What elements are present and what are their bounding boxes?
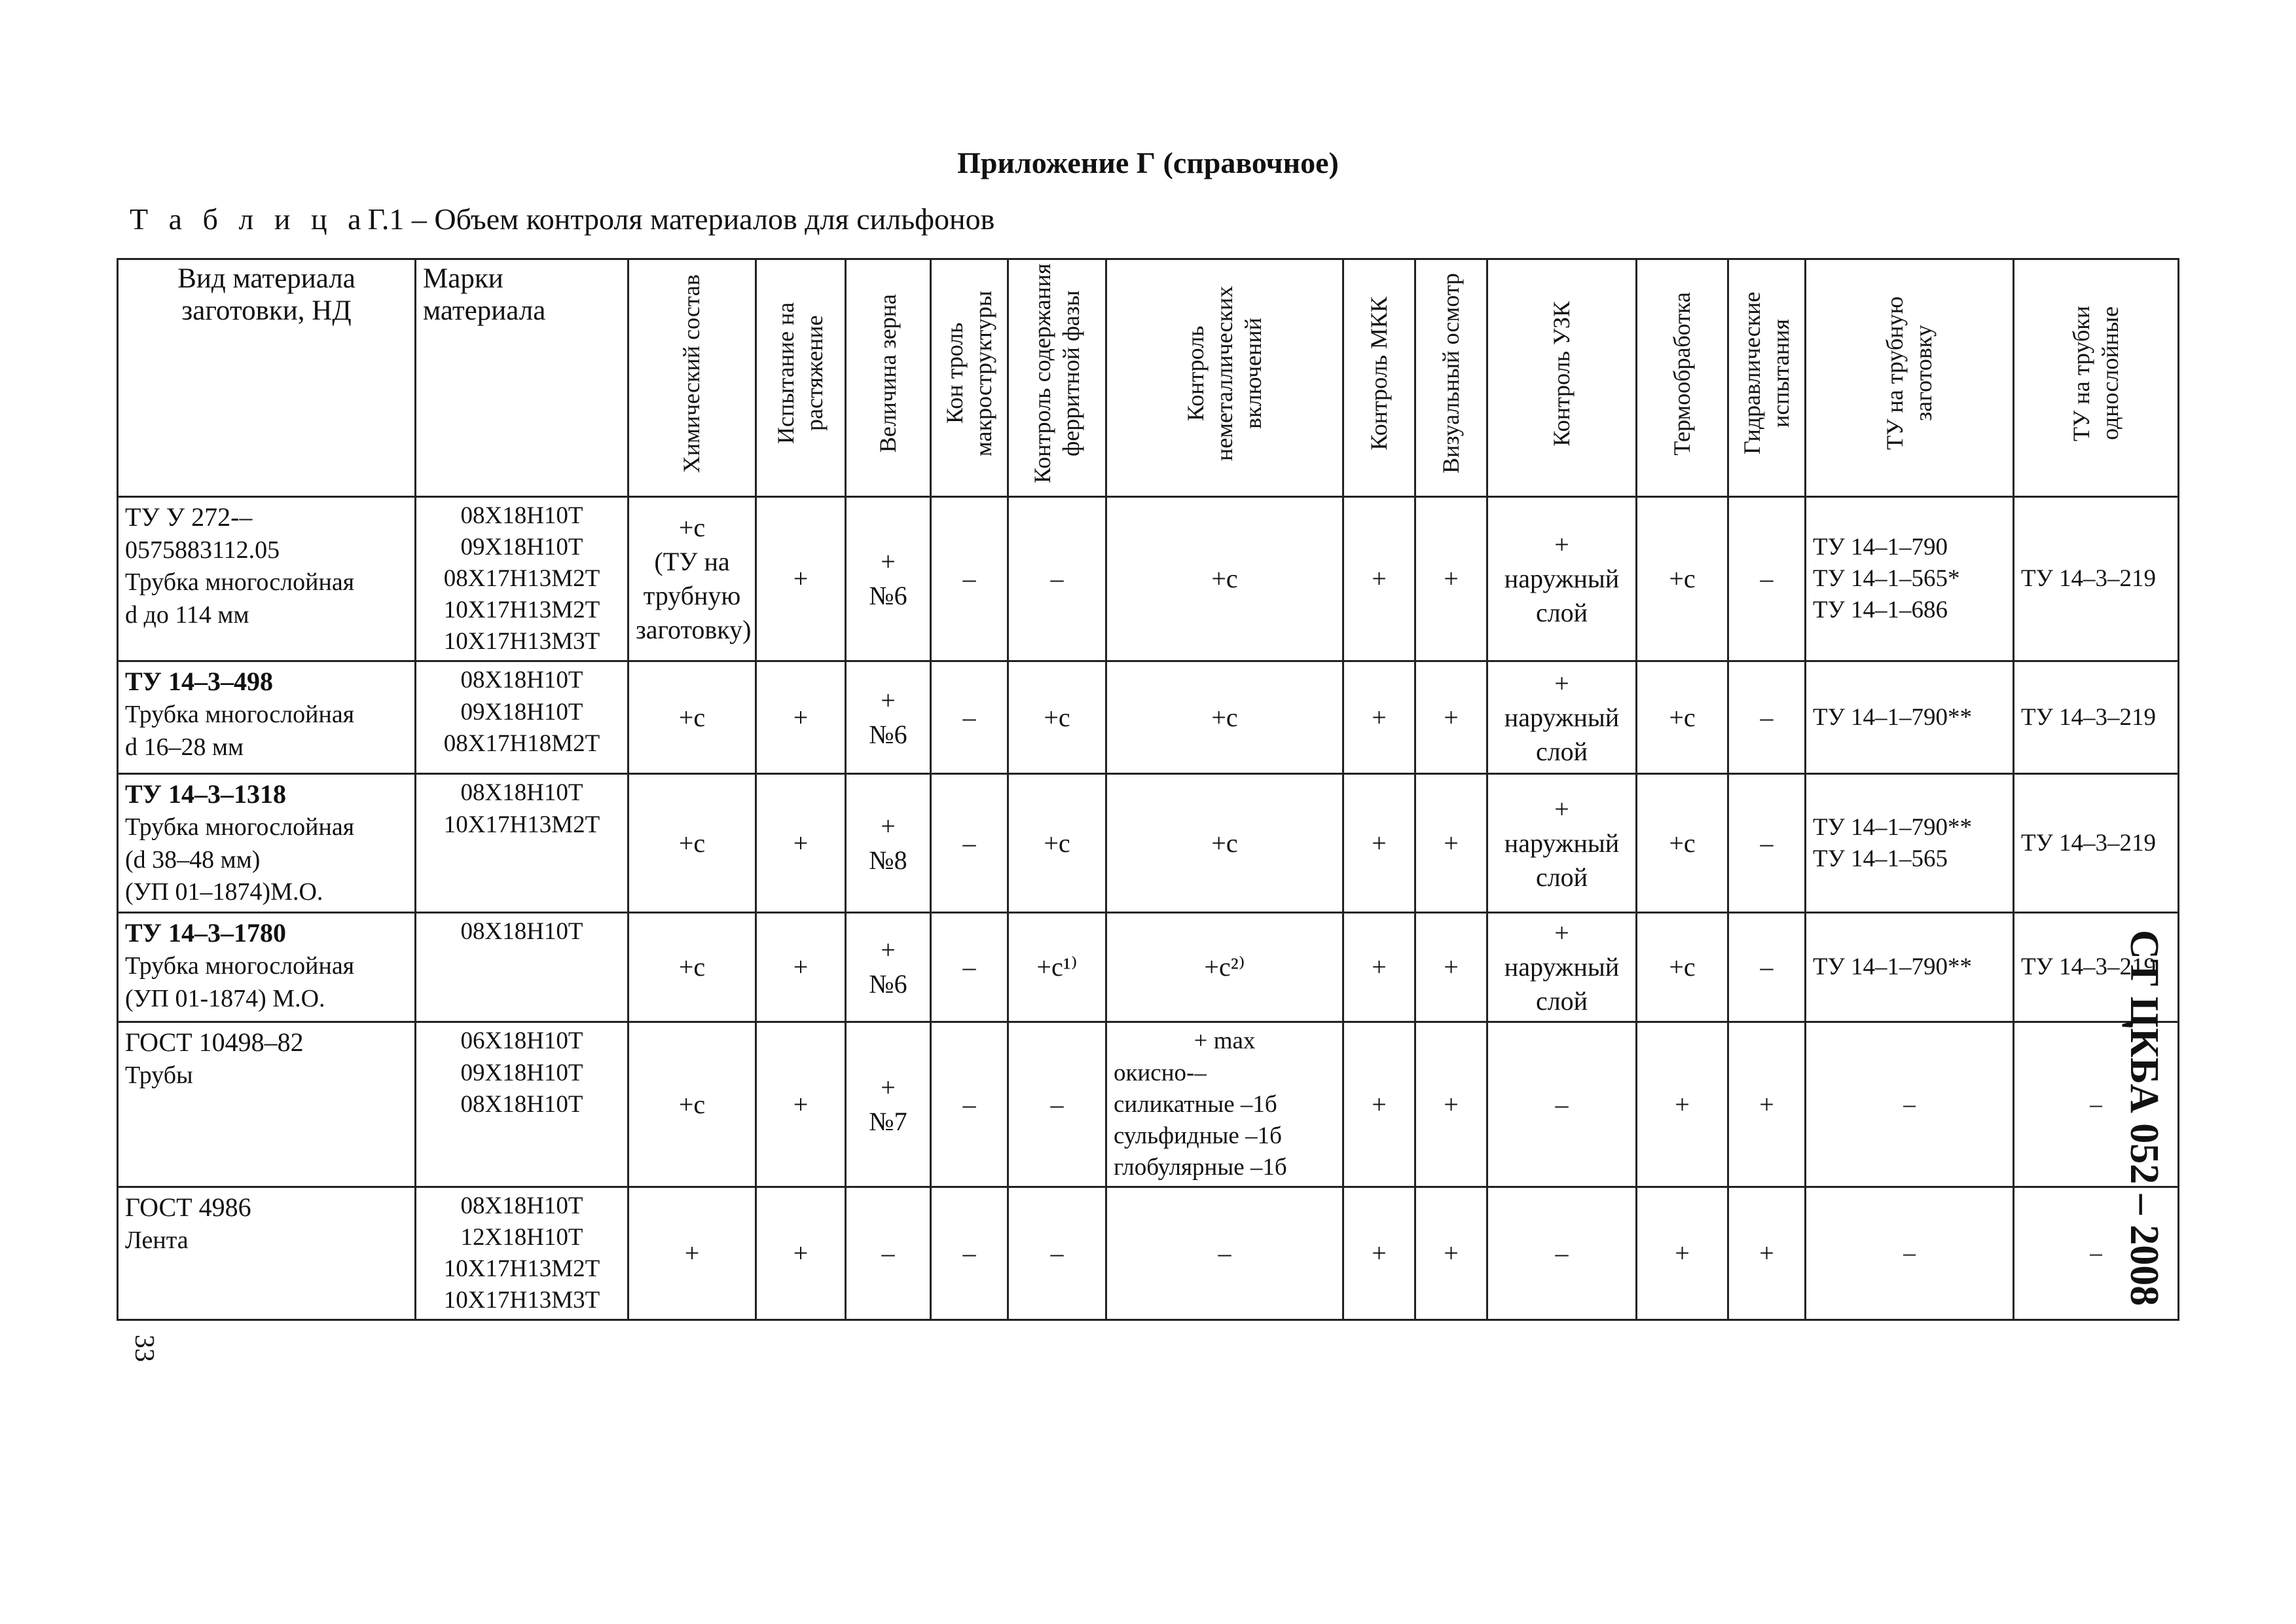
- header-grades: Марки материала: [416, 259, 629, 497]
- grade-item: 08Х18Н10Т: [460, 918, 583, 946]
- material-cell: [118, 913, 416, 1022]
- grain-cell: [846, 1022, 931, 1187]
- header-tu-single-layer-text: ТУ на трубки однослойные: [2068, 305, 2123, 441]
- table-row: [118, 774, 2179, 913]
- table-caption-word: Т а б л и ц а: [130, 202, 368, 236]
- chem-item: +: [684, 1238, 700, 1268]
- grain-item: +: [881, 685, 896, 715]
- uzk-item: +: [1554, 918, 1569, 948]
- tensile-cell: +: [756, 1022, 846, 1187]
- tu-item: ТУ 14–1–790: [1813, 534, 1948, 561]
- tensile-cell: +: [756, 1187, 846, 1320]
- header-visual-text: Визуальный осмотр: [1437, 273, 1464, 474]
- grades-cell: [416, 913, 629, 1022]
- material-desc: (d 38–48 мм): [125, 845, 261, 874]
- grade-item: 08Х18Н10Т: [460, 502, 583, 529]
- tu-item: ТУ 14–1–565: [1813, 845, 1948, 872]
- uzk-cell: [1487, 497, 1637, 661]
- material-desc: (УП 01-1874) М.О.: [125, 984, 325, 1012]
- hydro-cell: +: [1728, 1187, 1806, 1320]
- nonmetal-cell: [1106, 1022, 1343, 1187]
- chem-item: +с: [678, 702, 706, 732]
- uzk-item: –: [1555, 1089, 1569, 1119]
- nonmetal-item: силикатные –1б: [1114, 1090, 1277, 1118]
- ferrite-cell: +с: [1008, 774, 1106, 913]
- header-uzk-text: Контроль УЗК: [1548, 301, 1575, 447]
- header-tu-single-layer: [2014, 259, 2179, 497]
- grain-item: №8: [869, 845, 907, 875]
- material-desc: d 16–28 мм: [125, 733, 244, 761]
- appendix-title: Приложение Г (справочное): [957, 146, 1339, 179]
- uzk-item: наружный: [1504, 952, 1620, 982]
- visual-cell: +: [1415, 661, 1487, 774]
- chem-item: +с: [678, 952, 706, 982]
- material-desc: Трубка многослойная: [125, 952, 355, 980]
- heat-treatment-cell: +с: [1637, 497, 1728, 661]
- chem-item: (ТУ на: [654, 547, 730, 577]
- table-row: [118, 1187, 2179, 1320]
- macro-cell: –: [931, 1187, 1008, 1320]
- chem-cell: [629, 661, 756, 774]
- material-nd: ТУ 14–3–498: [125, 667, 274, 697]
- grade-item: 10Х17Н13М2Т: [443, 1255, 600, 1283]
- uzk-item: +: [1554, 794, 1569, 824]
- grain-item: №6: [869, 969, 907, 999]
- material-desc: Лента: [125, 1226, 189, 1254]
- header-nonmetallic-inclusions: [1106, 259, 1343, 497]
- nonmetal-cell: [1106, 497, 1343, 661]
- header-uzk: [1487, 259, 1637, 497]
- chem-item: заготовку): [636, 615, 752, 645]
- grade-item: 08Х18Н10Т: [460, 667, 583, 694]
- material-desc: Трубка многослойная: [125, 568, 355, 597]
- chem-item: +с: [678, 828, 706, 858]
- grade-item: 10Х17Н13М3Т: [443, 628, 600, 655]
- table-caption-text: Г.1 – Объем контроля материалов для сильфонов: [367, 202, 995, 236]
- material-desc: (УП 01–1874)М.О.: [125, 878, 323, 906]
- grain-item: №7: [869, 1106, 907, 1136]
- header-hydraulic-test: [1728, 259, 1806, 497]
- control-scope-table: [117, 258, 2179, 1321]
- grade-item: 08Х18Н10Т: [460, 1090, 583, 1118]
- header-heat-treatment-text: Термообработка: [1668, 291, 1695, 456]
- mkk-cell: +: [1343, 774, 1415, 913]
- tensile-cell: +: [756, 497, 846, 661]
- tu-single-cell: [2014, 774, 2179, 913]
- nonmetal-item: глобулярные –1б: [1114, 1153, 1287, 1181]
- nonmetal-item: +с: [1211, 564, 1238, 594]
- grade-item: 10Х17Н13М2Т: [443, 811, 600, 838]
- nonmetal-item: + max: [1194, 1027, 1256, 1055]
- tensile-cell: +: [756, 774, 846, 913]
- header-tensile-test-text: Испытание на растяжение: [773, 303, 828, 445]
- grain-item: +: [881, 811, 896, 841]
- heat-treatment-cell: +: [1637, 1187, 1728, 1320]
- macro-cell: –: [931, 497, 1008, 661]
- grade-item: 08Х18Н10Т: [460, 1192, 583, 1219]
- tu-item: ТУ 14–1–686: [1813, 597, 1948, 624]
- grain-item: –: [881, 1238, 895, 1268]
- ferrite-cell: +с¹⁾: [1008, 913, 1106, 1022]
- hydro-cell: –: [1728, 774, 1806, 913]
- chem-cell: [629, 1187, 756, 1320]
- header-hydraulic-test-text: Гидравлические испытания: [1738, 292, 1794, 455]
- tu-single-cell: [2014, 497, 2179, 661]
- tu-item: ТУ 14–1–565*: [1813, 565, 1960, 593]
- visual-cell: +: [1415, 1187, 1487, 1320]
- uzk-item: слой: [1535, 598, 1588, 628]
- table-row: [118, 497, 2179, 661]
- uzk-cell: [1487, 661, 1637, 774]
- tu-item: ТУ 14–3–219: [2021, 953, 2157, 981]
- header-grain-size: [846, 259, 931, 497]
- nonmetal-cell: [1106, 661, 1343, 774]
- header-material-type: Вид материала заготовки, НД: [118, 259, 416, 497]
- header-tu-tube-blank: [1806, 259, 2014, 497]
- uzk-cell: [1487, 1022, 1637, 1187]
- tu-tube-blank-cell: [1806, 913, 2014, 1022]
- tensile-cell: +: [756, 913, 846, 1022]
- tu-tube-blank-cell: [1806, 1187, 2014, 1320]
- tu-tube-blank-cell: [1806, 1022, 2014, 1187]
- tu-single-cell: [2014, 661, 2179, 774]
- heat-treatment-cell: +с: [1637, 913, 1728, 1022]
- nonmetal-item: +с: [1211, 828, 1238, 858]
- material-nd: ТУ 14–3–1318: [125, 779, 287, 809]
- header-ferrite-phase-text: Контроль содержания ферритной фазы: [1029, 263, 1084, 484]
- header-tensile-test: [756, 259, 846, 497]
- grade-item: 08Х18Н10Т: [460, 779, 583, 807]
- heat-treatment-cell: +: [1637, 1022, 1728, 1187]
- grade-item: 06Х18Н10Т: [460, 1027, 583, 1055]
- header-chem-composition-text: Химический состав: [678, 274, 705, 473]
- grade-item: 08Х17Н13М2Т: [443, 565, 600, 593]
- uzk-cell: [1487, 913, 1637, 1022]
- uzk-item: слой: [1535, 736, 1588, 766]
- header-mkk: [1343, 259, 1415, 497]
- tu-item: –: [1903, 1090, 1916, 1118]
- grain-item: №6: [869, 719, 907, 749]
- tu-item: ТУ 14–3–219: [2021, 829, 2157, 857]
- uzk-cell: [1487, 1187, 1637, 1320]
- grade-item: 12Х18Н10Т: [460, 1224, 583, 1251]
- header-macrostructure-text: Кон троль макроструктуры: [941, 290, 996, 456]
- grain-item: +: [881, 935, 896, 965]
- tu-item: ТУ 14–3–219: [2021, 703, 2157, 731]
- material-cell: [118, 661, 416, 774]
- nonmetal-item: +с²⁾: [1204, 952, 1245, 982]
- chem-cell: [629, 774, 756, 913]
- tu-tube-blank-cell: [1806, 661, 2014, 774]
- macro-cell: –: [931, 774, 1008, 913]
- tu-item: ТУ 14–1–790**: [1813, 703, 1973, 731]
- hydro-cell: –: [1728, 913, 1806, 1022]
- grades-cell: [416, 1022, 629, 1187]
- material-nd: ГОСТ 10498–82: [125, 1027, 304, 1058]
- tu-item: –: [2090, 1240, 2102, 1267]
- grain-cell: [846, 1187, 931, 1320]
- nonmetal-cell: [1106, 774, 1343, 913]
- chem-item: +с: [678, 513, 706, 543]
- header-macrostructure: [931, 259, 1008, 497]
- material-cell: [118, 1022, 416, 1187]
- table-caption: [130, 202, 994, 236]
- uzk-item: наружный: [1504, 702, 1620, 732]
- chem-cell: [629, 913, 756, 1022]
- grade-item: 09Х18Н10Т: [460, 534, 583, 561]
- header-chem-composition: [629, 259, 756, 497]
- nonmetal-item: –: [1218, 1238, 1231, 1268]
- header-nonmetallic-inclusions-text: Контроль неметаллических включений: [1182, 286, 1266, 462]
- header-ferrite-phase: [1008, 259, 1106, 497]
- mkk-cell: +: [1343, 497, 1415, 661]
- chem-item: трубную: [643, 581, 741, 611]
- tu-tube-blank-cell: [1806, 774, 2014, 913]
- tu-item: ТУ 14–1–790**: [1813, 813, 1973, 841]
- tu-tube-blank-cell: [1806, 497, 2014, 661]
- material-cell: [118, 1187, 416, 1320]
- header-visual: [1415, 259, 1487, 497]
- page-number: 33: [129, 1335, 159, 1362]
- ferrite-cell: +с: [1008, 661, 1106, 774]
- visual-cell: +: [1415, 1022, 1487, 1187]
- material-nd: ТУ У 272-–: [125, 502, 253, 532]
- header-mkk-text: Контроль МКК: [1365, 297, 1392, 451]
- mkk-cell: +: [1343, 1022, 1415, 1187]
- hydro-cell: +: [1728, 1022, 1806, 1187]
- mkk-cell: +: [1343, 913, 1415, 1022]
- header-row: [118, 259, 2179, 497]
- uzk-item: слой: [1535, 862, 1588, 892]
- uzk-cell: [1487, 774, 1637, 913]
- uzk-item: +: [1554, 530, 1569, 560]
- tensile-cell: +: [756, 661, 846, 774]
- material-desc: d до 114 мм: [125, 600, 249, 629]
- grades-cell: [416, 497, 629, 661]
- material-cell: [118, 497, 416, 661]
- heat-treatment-cell: +с: [1637, 774, 1728, 913]
- grain-cell: [846, 774, 931, 913]
- grade-item: 09Х18Н10Т: [460, 698, 583, 726]
- heat-treatment-cell: +с: [1637, 661, 1728, 774]
- mkk-cell: +: [1343, 661, 1415, 774]
- grade-item: 09Х18Н10Т: [460, 1059, 583, 1086]
- document-code: СТ ЦКБА 052 – 2008: [2122, 930, 2166, 1306]
- material-nd: ГОСТ 4986: [125, 1192, 251, 1222]
- chem-cell: [629, 1022, 756, 1187]
- nonmetal-item: сульфидные –1б: [1114, 1122, 1282, 1149]
- ferrite-cell: –: [1008, 1022, 1106, 1187]
- tu-item: –: [2090, 1090, 2102, 1118]
- hydro-cell: –: [1728, 497, 1806, 661]
- grain-cell: [846, 497, 931, 661]
- table-row: [118, 661, 2179, 774]
- grades-cell: [416, 1187, 629, 1320]
- nonmetal-cell: [1106, 1187, 1343, 1320]
- nonmetal-item: +с: [1211, 702, 1238, 732]
- uzk-item: –: [1555, 1238, 1569, 1268]
- grain-item: №6: [869, 581, 907, 611]
- grade-item: 10Х17Н13М2Т: [443, 597, 600, 624]
- macro-cell: –: [931, 1022, 1008, 1187]
- tu-item: ТУ 14–3–219: [2021, 565, 2157, 593]
- nonmetal-cell: [1106, 913, 1343, 1022]
- chem-item: +с: [678, 1089, 706, 1119]
- header-grain-size-text: Величина зерна: [874, 294, 901, 453]
- grade-item: 08Х17Н18М2Т: [443, 729, 600, 757]
- grades-cell: [416, 661, 629, 774]
- material-nd-cont: 0575883112.05: [125, 536, 280, 564]
- hydro-cell: –: [1728, 661, 1806, 774]
- tu-item: –: [1903, 1240, 1916, 1267]
- material-nd: ТУ 14–3–1780: [125, 918, 287, 948]
- grain-item: +: [881, 547, 896, 577]
- grades-cell: [416, 774, 629, 913]
- macro-cell: –: [931, 661, 1008, 774]
- grade-item: 10Х17Н13М3Т: [443, 1287, 600, 1314]
- nonmetal-item: окисно-–: [1114, 1059, 1207, 1086]
- header-heat-treatment: [1637, 259, 1728, 497]
- ferrite-cell: –: [1008, 1187, 1106, 1320]
- mkk-cell: +: [1343, 1187, 1415, 1320]
- tu-item: ТУ 14–1–790**: [1813, 953, 1973, 981]
- material-desc: Трубка многослойная: [125, 701, 355, 729]
- macro-cell: –: [931, 913, 1008, 1022]
- ferrite-cell: –: [1008, 497, 1106, 661]
- material-cell: [118, 774, 416, 913]
- grain-cell: [846, 913, 931, 1022]
- table-row: [118, 1022, 2179, 1187]
- grain-item: +: [881, 1072, 896, 1102]
- uzk-item: +: [1554, 668, 1569, 698]
- table-row: [118, 913, 2179, 1022]
- visual-cell: +: [1415, 497, 1487, 661]
- table-body: [118, 497, 2179, 1320]
- visual-cell: +: [1415, 774, 1487, 913]
- uzk-item: наружный: [1504, 828, 1620, 858]
- uzk-item: слой: [1535, 986, 1588, 1016]
- material-desc: Трубы: [125, 1061, 193, 1090]
- header-tu-tube-blank-text: ТУ на трубную заготовку: [1881, 297, 1937, 451]
- material-desc: Трубка многослойная: [125, 813, 355, 841]
- chem-cell: [629, 497, 756, 661]
- grain-cell: [846, 661, 931, 774]
- uzk-item: наружный: [1504, 564, 1620, 594]
- visual-cell: +: [1415, 913, 1487, 1022]
